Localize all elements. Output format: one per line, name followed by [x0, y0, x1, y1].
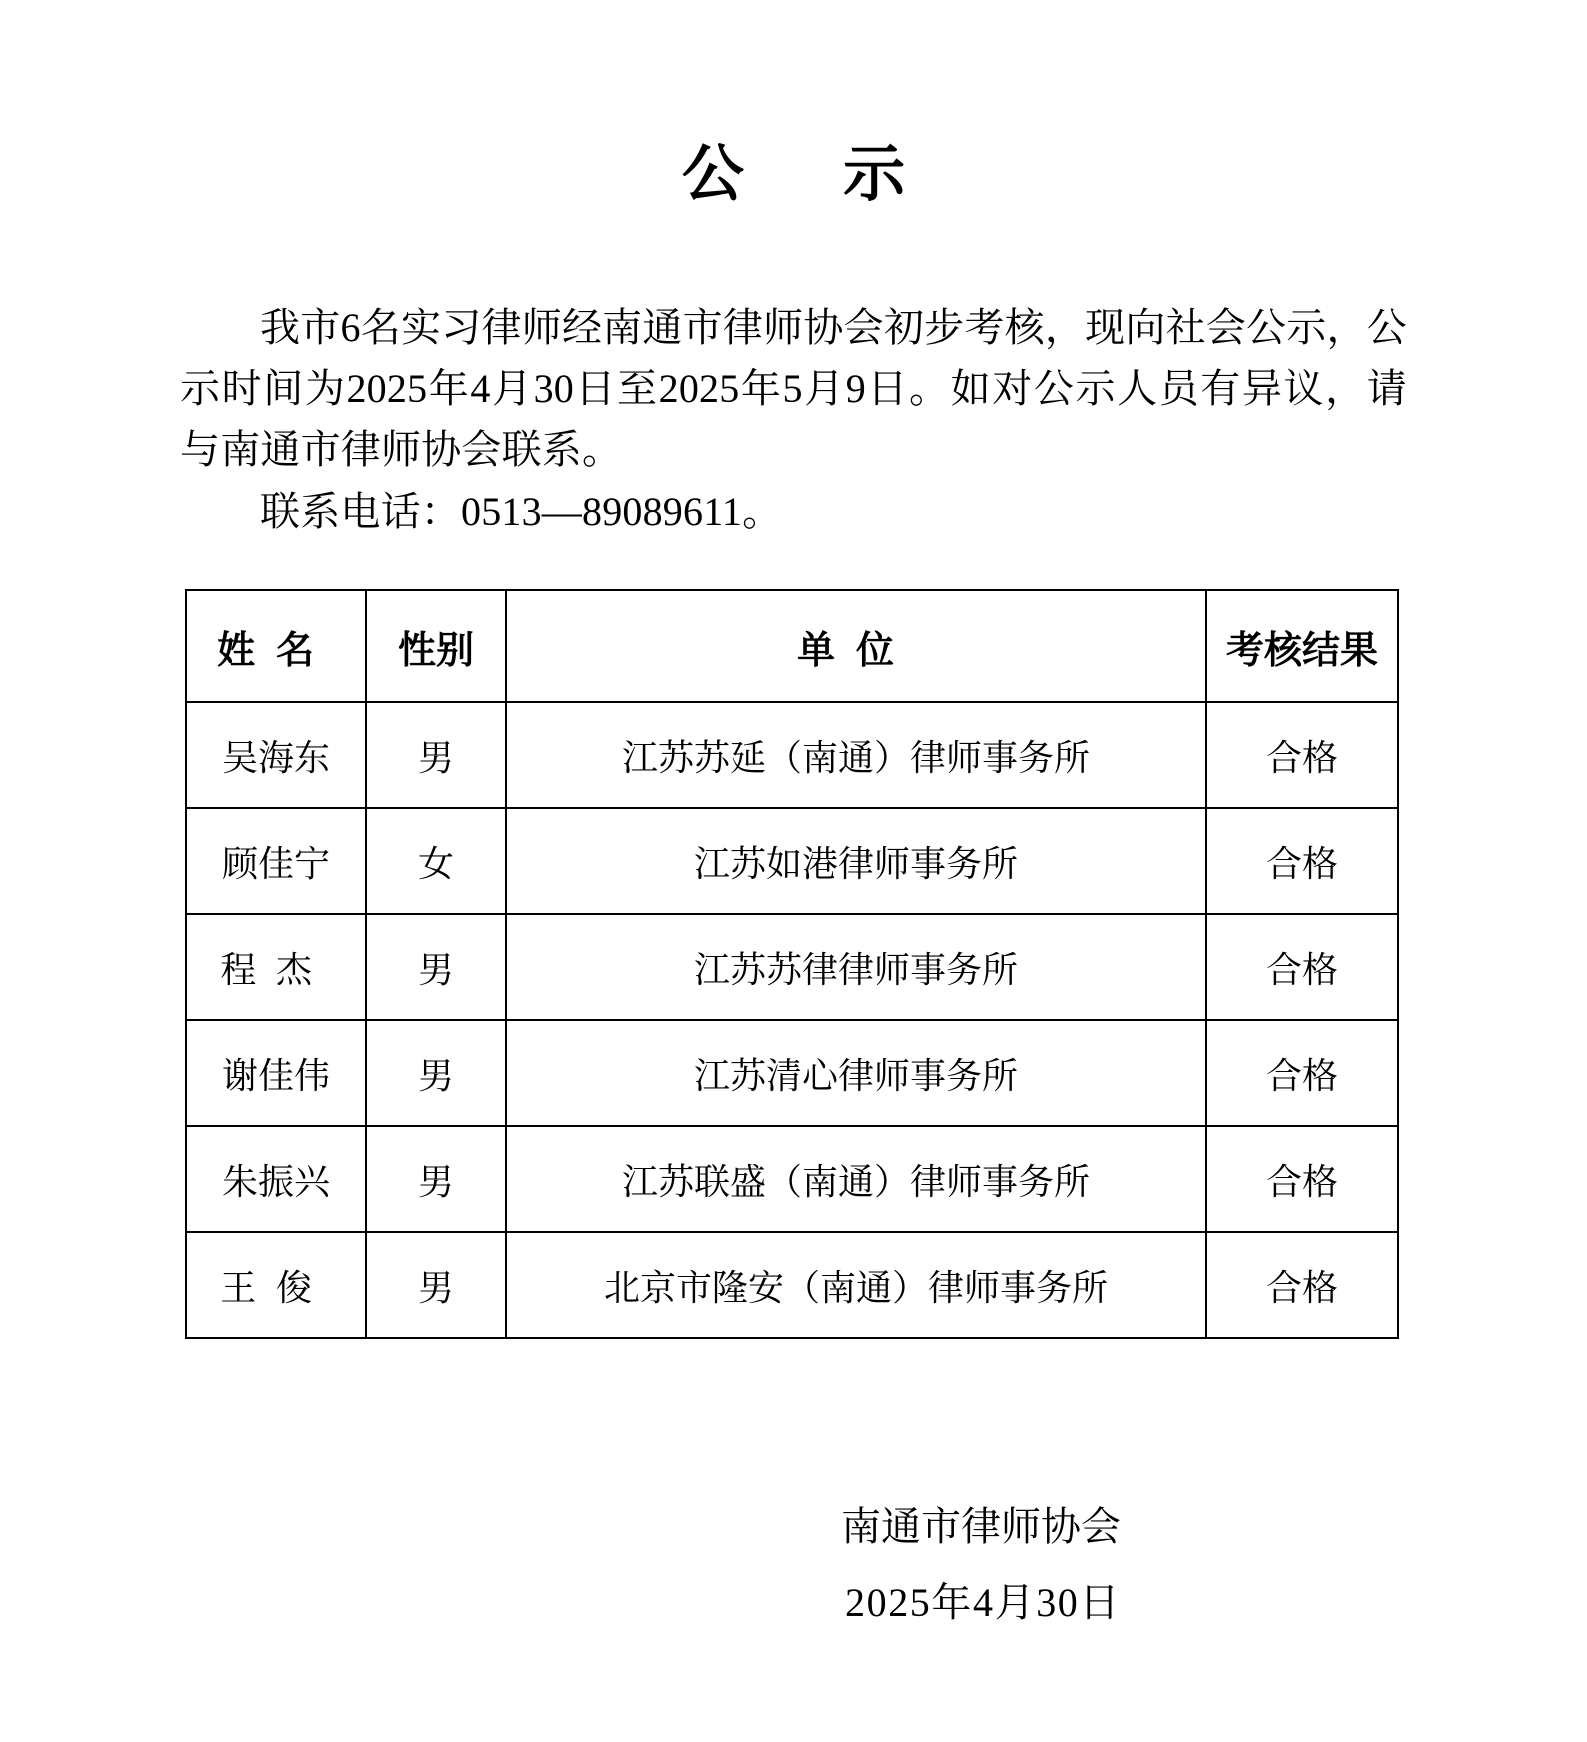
cell-name: 顾佳宁 — [186, 808, 366, 914]
cell-name: 王俊 — [186, 1232, 366, 1338]
cell-unit: 江苏如港律师事务所 — [506, 808, 1206, 914]
table-body — [186, 702, 1398, 1338]
cell-name: 吴海东 — [186, 702, 366, 808]
notice-paragraph-contact: 联系电话：0513—89089611。 — [260, 489, 783, 535]
signature-organization: 南通市律师协会 — [841, 1504, 1121, 1550]
cell-unit: 北京市隆安（南通）律师事务所 — [506, 1232, 1206, 1338]
document-page — [0, 42, 1587, 1742]
column-header-gender: 性别 — [366, 590, 506, 702]
column-header-result: 考核结果 — [1206, 590, 1398, 702]
cell-result: 合格 — [1206, 914, 1398, 1020]
page-title: 公 示 — [681, 140, 924, 209]
table-row — [186, 702, 1398, 808]
cell-gender: 男 — [366, 702, 506, 808]
cell-name: 谢佳伟 — [186, 1020, 366, 1126]
cell-gender: 女 — [366, 808, 506, 914]
cell-result: 合格 — [1206, 808, 1398, 914]
table-header-row — [186, 590, 1398, 702]
cell-unit: 江苏清心律师事务所 — [506, 1020, 1206, 1126]
cell-gender: 男 — [366, 1232, 506, 1338]
cell-unit: 江苏苏律律师事务所 — [506, 914, 1206, 1020]
notice-paragraph-1: 我市6名实习律师经南通市律师协会初步考核，现向社会公示，公示时间为2025年4月30日至2025年5月9日。如对公示人员有异议，请与南通市律师协会联系。 — [180, 304, 1407, 472]
cell-gender: 男 — [366, 914, 506, 1020]
table-row — [186, 914, 1398, 1020]
column-header-name: 姓名 — [186, 590, 366, 702]
table-row — [186, 1020, 1398, 1126]
signature-date: 2025年4月30日 — [845, 1580, 1121, 1626]
cell-gender: 男 — [366, 1126, 506, 1232]
cell-name: 朱振兴 — [186, 1126, 366, 1232]
table-header — [186, 590, 1398, 702]
cell-name: 程杰 — [186, 914, 366, 1020]
signature-block — [180, 1489, 1407, 1641]
notice-body — [180, 298, 1407, 543]
column-header-unit: 单位 — [506, 590, 1206, 702]
table-row — [186, 808, 1398, 914]
cell-gender: 男 — [366, 1020, 506, 1126]
cell-unit: 江苏苏延（南通）律师事务所 — [506, 702, 1206, 808]
cell-result: 合格 — [1206, 1020, 1398, 1126]
cell-result: 合格 — [1206, 1232, 1398, 1338]
table-row — [186, 1126, 1398, 1232]
cell-result: 合格 — [1206, 1126, 1398, 1232]
cell-unit: 江苏联盛（南通）律师事务所 — [506, 1126, 1206, 1232]
results-table — [185, 589, 1399, 1339]
results-table-container — [180, 589, 1407, 1339]
cell-result: 合格 — [1206, 702, 1398, 808]
table-row — [186, 1232, 1398, 1338]
